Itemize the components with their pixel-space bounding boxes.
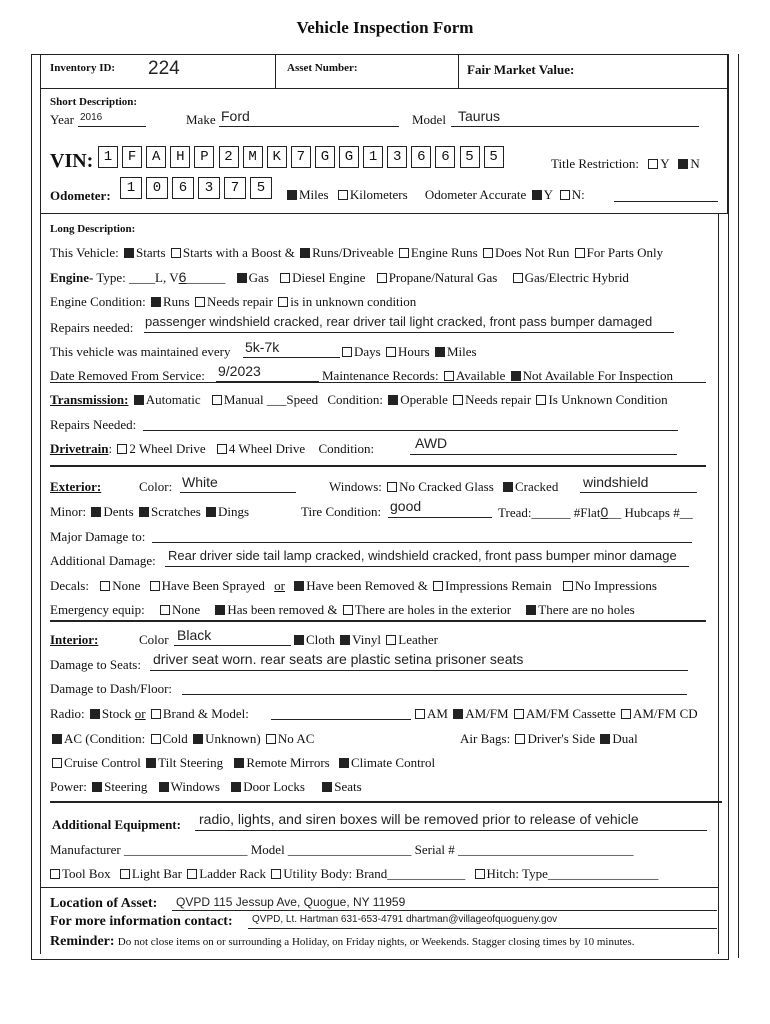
miles-checkbox[interactable] [287, 190, 297, 200]
amfm-cd-checkbox[interactable] [621, 709, 631, 719]
this-vehicle-label: This Vehicle: [50, 245, 119, 260]
damage-dash-label: Damage to Dash/Floor: [50, 681, 173, 696]
ac-label: AC (Condition: [64, 731, 146, 746]
impressions-checkbox[interactable] [433, 581, 443, 591]
needs-repair-label: Needs repair [206, 294, 273, 309]
days-checkbox[interactable] [342, 347, 352, 357]
additional-equipment-line [195, 830, 707, 831]
additional-divider [50, 801, 722, 803]
vin-char-box[interactable]: 2 [219, 146, 239, 168]
maintained-units [340, 344, 477, 360]
decals-row [50, 578, 657, 594]
repairs-needed-label: Repairs needed: [50, 320, 134, 335]
power-seats-label: Seats [334, 779, 362, 794]
location-line [172, 910, 717, 911]
amfm-cassette-checkbox[interactable] [514, 709, 524, 719]
starts-boost-label: Starts with a Boost & [182, 245, 295, 260]
vin-char-box[interactable]: 7 [291, 146, 311, 168]
damage-dash-line [182, 694, 687, 695]
drivetrain-condition-line [410, 454, 677, 455]
am-label: AM [427, 706, 448, 721]
header-divider [40, 88, 727, 89]
title-restriction-label [551, 156, 700, 172]
engine-runs-label: Engine Runs [410, 245, 478, 260]
scratches-checkbox[interactable] [139, 507, 149, 517]
maintenance-records-label: Maintenance Records: [322, 368, 439, 383]
no-cracked-label: No Cracked Glass [399, 479, 494, 494]
amfm-cassette-label: AM/FM Cassette [525, 706, 616, 721]
engine-type-label: Type: ____L, V [96, 270, 179, 285]
hubcaps-label: Hubcaps #__ [624, 505, 693, 520]
odometer-label: Odometer: [50, 188, 111, 203]
maintained-miles-label: Miles [447, 344, 477, 359]
odometer-digit-box[interactable]: 3 [198, 177, 220, 199]
repairs-needed-2-label: Repairs Needed: [50, 417, 137, 432]
trans-needs-repair-label: Needs repair [465, 392, 532, 407]
vin-char-box[interactable]: 1 [363, 146, 383, 168]
cracked-value[interactable]: windshield [583, 474, 649, 490]
dual-checkbox[interactable] [600, 734, 610, 744]
additional-equipment-label: Additional Equipment: [52, 817, 181, 832]
reminder-label: Reminder: [50, 934, 115, 949]
ladder-rack-checkbox[interactable] [187, 869, 197, 879]
damage-seats-value[interactable]: driver seat worn. rear seats are plastic setina prisoner seats [153, 651, 524, 667]
odometer-accurate-y-checkbox[interactable] [532, 190, 542, 200]
minor-label: Minor: [50, 504, 87, 519]
emergency-row [50, 602, 635, 618]
location-value[interactable]: QVPD 115 Jessup Ave, Quogue, NY 11959 [176, 895, 406, 909]
interior-color-label: Color [139, 632, 169, 647]
power-windows-label: Windows [170, 779, 220, 794]
odometer-n-line [614, 201, 718, 202]
four-wd-checkbox[interactable] [217, 444, 227, 454]
kilometers-checkbox[interactable] [338, 190, 348, 200]
vin-char-box[interactable]: 5 [460, 146, 480, 168]
vinyl-checkbox[interactable] [340, 635, 350, 645]
engine-runs-checkbox[interactable] [399, 248, 409, 258]
ac-cold-label: Cold [162, 731, 188, 746]
transmission-condition-label: Condition: [327, 392, 383, 407]
light-bar-label: Light Bar [131, 866, 183, 881]
header-col-1 [275, 54, 276, 88]
additional-damage-value[interactable]: Rear driver side tail lamp cracked, windshield cracked, front pass bumper minor damage [168, 548, 677, 563]
sprayed-checkbox[interactable] [150, 581, 160, 591]
unknown-condition-checkbox[interactable] [278, 297, 288, 307]
exterior-color-label: Color: [139, 479, 173, 494]
hitch-checkbox[interactable] [475, 869, 485, 879]
fmv-label: Fair Market Value: [467, 62, 575, 77]
automatic-checkbox[interactable] [134, 395, 144, 405]
make-label: Make [186, 112, 216, 127]
dents-checkbox[interactable] [91, 507, 101, 517]
utility-body-label: Utility Body: Brand____________ [283, 866, 466, 881]
tire-condition-value[interactable]: good [390, 498, 422, 514]
footer-divider [40, 887, 718, 888]
stock-label: Stock [101, 706, 132, 721]
holes-checkbox[interactable] [343, 605, 353, 615]
decals-none-checkbox[interactable] [100, 581, 110, 591]
interior-divider [50, 620, 706, 622]
title-restriction-text: Title Restriction: [551, 156, 639, 171]
tread-row: Tread:______ #Flat0__ Hubcaps #__ [498, 504, 693, 520]
odometer-digit-box[interactable]: 5 [250, 177, 272, 199]
has-removed-label: Has been removed & [227, 602, 338, 617]
hybrid-checkbox[interactable] [513, 273, 523, 283]
power-steering-label: Steering [104, 779, 148, 794]
cruise-label: Cruise Control [64, 755, 141, 770]
ac-cold-checkbox[interactable] [151, 734, 161, 744]
climate-checkbox[interactable] [339, 758, 349, 768]
additional-damage-label: Additional Damage: [50, 553, 156, 568]
ac-row [50, 731, 314, 747]
repairs-needed-value[interactable]: passenger windshield cracked, rear driver tail light cracked, front pass bumper damaged [145, 314, 653, 329]
utility-body-checkbox[interactable] [271, 869, 281, 879]
vin-char-box[interactable]: H [170, 146, 190, 168]
power-row [50, 779, 362, 795]
diesel-label: Diesel Engine [292, 270, 366, 285]
odometer-digit-box[interactable]: 0 [146, 177, 168, 199]
power-label: Power: [50, 779, 87, 794]
gas-label: Gas [248, 270, 269, 285]
drivers-side-checkbox[interactable] [515, 734, 525, 744]
decals-removed-checkbox[interactable] [294, 581, 304, 591]
this-vehicle-row [50, 245, 663, 261]
decals-label: Decals: [50, 578, 89, 593]
model-value[interactable]: Taurus [458, 108, 501, 124]
two-wd-checkbox[interactable] [117, 444, 127, 454]
no-holes-checkbox[interactable] [526, 605, 536, 615]
date-removed-label: Date Removed From Service: [50, 368, 205, 383]
title-restriction-y-label: Y [660, 156, 670, 171]
decals-removed-label: Have been Removed & [306, 578, 428, 593]
exterior-label: Exterior: [50, 479, 102, 494]
additional-damage-line [165, 566, 689, 567]
date-removed-value[interactable]: 9/2023 [218, 363, 261, 379]
propane-label: Propane/Natural Gas [388, 270, 498, 285]
transmission-row [50, 392, 668, 408]
drivetrain-label: Drivetrain [50, 441, 109, 456]
dings-checkbox[interactable] [206, 507, 216, 517]
vin-char-box[interactable]: M [243, 146, 263, 168]
needs-repair-checkbox[interactable] [195, 297, 205, 307]
ac-checkbox[interactable] [52, 734, 62, 744]
remote-mirrors-label: Remote Mirrors [246, 755, 330, 770]
not-available-checkbox[interactable] [511, 371, 521, 381]
vin-char-box[interactable]: A [146, 146, 166, 168]
hitch-label: Hitch: Type_________________ [486, 866, 659, 881]
emergency-none-label: None [171, 602, 201, 617]
cloth-label: Cloth [306, 632, 335, 647]
radio-or: or [134, 706, 146, 721]
vin-char-box[interactable]: 5 [484, 146, 504, 168]
kilometers-label: Kilometers [349, 187, 408, 202]
holes-label: There are holes in the exterior [354, 602, 512, 617]
minor-row [50, 504, 249, 520]
climate-label: Climate Control [350, 755, 436, 770]
hours-checkbox[interactable] [386, 347, 396, 357]
manual-checkbox[interactable] [212, 395, 222, 405]
damage-seats-line [150, 670, 688, 671]
additional-equipment-value[interactable]: radio, lights, and siren boxes will be removed prior to release of vehicle [199, 811, 639, 827]
vin-label: VIN: [50, 150, 94, 172]
runs-driveable-label: Runs/Driveable [312, 245, 394, 260]
dents-label: Dents [103, 504, 134, 519]
no-holes-label: There are no holes [538, 602, 635, 617]
door-locks-label: Door Locks [243, 779, 305, 794]
inventory-label: Inventory ID: [50, 62, 116, 74]
drivetrain-row: Drivetrain: 2 Wheel Drive 4 Wheel Drive Condition: [50, 441, 375, 456]
reminder-row [50, 933, 634, 950]
impressions-label: Impressions Remain [445, 578, 552, 593]
power-windows-checkbox[interactable] [159, 782, 169, 792]
does-not-run-label: Does Not Run [494, 245, 570, 260]
amfm-cd-label: AM/FM CD [632, 706, 698, 721]
drivers-side-label: Driver's Side [527, 731, 596, 746]
odometer-digit-box[interactable]: 1 [120, 177, 142, 199]
header-col-2 [458, 54, 459, 88]
tilt-checkbox[interactable] [146, 758, 156, 768]
features-row [50, 755, 435, 771]
cruise-checkbox[interactable] [52, 758, 62, 768]
door-locks-checkbox[interactable] [231, 782, 241, 792]
airbags-row [460, 731, 638, 747]
tilt-label: Tilt Steering [158, 755, 224, 770]
trans-unknown-checkbox[interactable] [536, 395, 546, 405]
runs-driveable-checkbox[interactable] [300, 248, 310, 258]
vin-char-box[interactable]: 6 [435, 146, 455, 168]
engine-v-value[interactable]: 6 [178, 269, 187, 285]
no-ac-checkbox[interactable] [266, 734, 276, 744]
trans-unknown-label: Is Unknown Condition [548, 392, 668, 407]
airbags-label: Air Bags: [460, 731, 511, 746]
hours-label: Hours [397, 344, 430, 359]
sprayed-label: Have Been Sprayed [161, 578, 265, 593]
emergency-label: Emergency equip: [50, 602, 145, 617]
year-value[interactable]: 2016 [80, 112, 103, 123]
tire-condition-line [388, 517, 492, 518]
automatic-label: Automatic [145, 392, 201, 407]
dings-label: Dings [218, 504, 250, 519]
contact-label: For more information contact: [50, 914, 233, 929]
runs-label: Runs [162, 294, 190, 309]
vin-char-box[interactable]: G [315, 146, 335, 168]
title-restriction-n-checkbox[interactable] [678, 159, 688, 169]
diesel-checkbox[interactable] [280, 273, 290, 283]
odometer-accurate-label: Odometer Accurate [424, 187, 527, 202]
date-row-underline [50, 382, 706, 383]
manual-label: Manual ___Speed [223, 392, 319, 407]
year-label: Year [50, 112, 74, 127]
asset-label: Asset Number: [287, 62, 358, 74]
location-label: Location of Asset: [50, 896, 158, 911]
long-desc-label: Long Description: [50, 223, 136, 235]
interior-color-line [174, 645, 291, 646]
hybrid-label: Gas/Electric Hybrid [524, 270, 629, 285]
not-available-label: Not Available For Inspection [522, 368, 673, 383]
decals-or: or [274, 578, 285, 593]
make-value[interactable]: Ford [221, 108, 250, 124]
no-cracked-checkbox[interactable] [387, 482, 397, 492]
no-impressions-label: No Impressions [574, 578, 657, 593]
make-line [219, 126, 399, 127]
dual-label: Dual [612, 731, 638, 746]
am-checkbox[interactable] [415, 709, 425, 719]
manufacturer-row: Manufacturer ___________________ Model ___________________ Serial # ___________________________ [50, 842, 634, 857]
vin-char-box[interactable]: F [122, 146, 142, 168]
ac-unknown-checkbox[interactable] [193, 734, 203, 744]
contact-line [248, 928, 717, 929]
emergency-none-checkbox[interactable] [160, 605, 170, 615]
reminder-text: Do not close items on or surrounding a Holiday, on Friday nights, or Weekends. Stagger closing times by 10 minutes. [117, 936, 635, 948]
remote-mirrors-checkbox[interactable] [234, 758, 244, 768]
year-line [78, 126, 146, 127]
tool-box-label: Tool Box [62, 866, 111, 881]
frame-inner-left-top [40, 54, 41, 214]
exterior-color-value[interactable]: White [182, 474, 218, 490]
vin-char-box[interactable]: 1 [98, 146, 118, 168]
radio-row [50, 706, 249, 722]
windows-label: Windows: [329, 479, 382, 494]
no-ac-label: No AC [277, 731, 315, 746]
has-removed-checkbox[interactable] [215, 605, 225, 615]
odometer-digit-box[interactable]: 6 [172, 177, 194, 199]
vin-char-box[interactable]: 3 [387, 146, 407, 168]
engine-row: Engine- Type: ____L, V6______ Gas Diesel Engine Propane/Natural Gas Gas/Electric Hybrid [50, 269, 629, 285]
power-steering-checkbox[interactable] [92, 782, 102, 792]
maintained-value[interactable]: 5k-7k [245, 339, 280, 355]
odometer-accurate-y-label: Y [543, 187, 553, 202]
upholstery-row [292, 632, 438, 648]
cracked-label: Cracked [515, 479, 559, 494]
windows-row [329, 479, 558, 495]
vin-char-box[interactable]: 6 [411, 146, 431, 168]
vin-char-box[interactable]: K [267, 146, 287, 168]
tool-box-checkbox[interactable] [50, 869, 60, 879]
maintained-line [243, 357, 340, 358]
gas-checkbox[interactable] [237, 273, 247, 283]
cracked-line [580, 492, 697, 493]
starts-label: Starts [135, 245, 166, 260]
miles-label: Miles [299, 187, 329, 202]
cloth-checkbox[interactable] [294, 635, 304, 645]
transmission-label: Transmission: [50, 392, 129, 407]
repairs-needed-line [144, 332, 674, 333]
engine-label: Engine- [50, 270, 94, 285]
form-title: Vehicle Inspection Form [296, 18, 474, 37]
no-impressions-checkbox[interactable] [563, 581, 573, 591]
exterior-color-line [180, 492, 296, 493]
inventory-value[interactable]: 224 [148, 58, 180, 79]
contact-value[interactable]: QVPD, Lt. Hartman 631-653-4791 dhartman@villageofquogueny.gov [252, 914, 558, 925]
operable-checkbox[interactable] [388, 395, 398, 405]
amfm-checkbox[interactable] [453, 709, 463, 719]
vin-char-box[interactable]: P [194, 146, 214, 168]
propane-checkbox[interactable] [377, 273, 387, 283]
radio-label: Radio: [50, 706, 85, 721]
ac-unknown-label: Unknown) [205, 731, 261, 746]
tire-condition-label: Tire Condition: [301, 504, 382, 519]
amfm-label: AM/FM [465, 706, 509, 721]
title-restriction-n-label: N [690, 156, 700, 171]
flat-value[interactable]: 0 [600, 504, 609, 520]
odometer-units [285, 187, 585, 203]
model-line [451, 126, 699, 127]
unknown-condition-label: is in unknown condition [290, 294, 417, 309]
days-label: Days [354, 344, 381, 359]
vin-char-box[interactable]: G [339, 146, 359, 168]
frame-inner-left [40, 214, 41, 954]
two-wd-label: 2 Wheel Drive [129, 441, 206, 456]
repairs-needed-2-line [143, 430, 678, 431]
cracked-checkbox[interactable] [503, 482, 513, 492]
for-parts-label: For Parts Only [586, 245, 664, 260]
engine-condition-row [50, 294, 416, 310]
leather-label: Leather [398, 632, 438, 647]
odometer-label-text: Odometer [50, 188, 107, 203]
light-bar-checkbox[interactable] [120, 869, 130, 879]
stock-radio-checkbox[interactable] [90, 709, 100, 719]
odometer-accurate-n-checkbox[interactable] [560, 190, 570, 200]
frame-inner-right [718, 214, 719, 954]
title-restriction-y-checkbox[interactable] [648, 159, 658, 169]
brand-model-line [271, 719, 411, 720]
available-label: Available [455, 368, 506, 383]
scratches-label: Scratches [150, 504, 201, 519]
frame-inner-right-top [727, 54, 728, 214]
power-seats-checkbox[interactable] [322, 782, 332, 792]
trans-needs-repair-checkbox[interactable] [453, 395, 463, 405]
operable-label: Operable [400, 392, 448, 407]
radio-type-row [413, 706, 698, 722]
maintained-miles-checkbox[interactable] [435, 347, 445, 357]
short-desc-label: Short Description: [50, 96, 138, 108]
equipment-row [48, 866, 658, 882]
long-desc-divider [40, 213, 727, 214]
ladder-rack-label: Ladder Rack [199, 866, 267, 881]
odometer-digit-box[interactable]: 7 [224, 177, 246, 199]
decals-none-label: None [112, 578, 141, 593]
drivetrain-condition-label: Condition: [318, 441, 375, 456]
vinyl-label: Vinyl [352, 632, 381, 647]
does-not-run-checkbox[interactable] [483, 248, 493, 258]
exterior-divider [50, 465, 706, 467]
model-label: Model [412, 112, 446, 127]
frame-edge-right [738, 54, 739, 958]
brand-model-label: Brand & Model: [162, 706, 249, 721]
available-checkbox[interactable] [444, 371, 454, 381]
leather-checkbox[interactable] [386, 635, 396, 645]
interior-label: Interior: [50, 632, 99, 647]
odometer-accurate-n-label: N: [571, 187, 585, 202]
engine-condition-label: Engine Condition: [50, 294, 146, 309]
drivetrain-condition-value[interactable]: AWD [415, 435, 448, 451]
major-damage-label: Major Damage to: [50, 529, 146, 544]
maintained-label: This vehicle was maintained every [50, 344, 231, 359]
major-damage-line [152, 542, 692, 543]
four-wd-label: 4 Wheel Drive [228, 441, 306, 456]
damage-seats-label: Damage to Seats: [50, 657, 141, 672]
starts-boost-checkbox[interactable] [171, 248, 181, 258]
for-parts-checkbox[interactable] [575, 248, 585, 258]
starts-checkbox[interactable] [124, 248, 134, 258]
tread-label: Tread:______ #Flat [498, 505, 601, 520]
engine-runs-condition-checkbox[interactable] [151, 297, 161, 307]
brand-model-checkbox[interactable] [151, 709, 161, 719]
interior-color-value[interactable]: Black [177, 627, 212, 643]
